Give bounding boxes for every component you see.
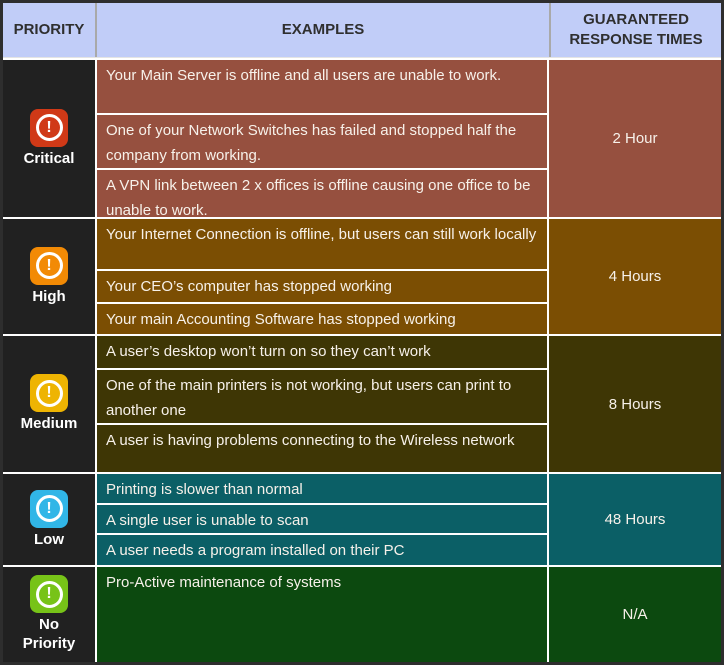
priority-label: Low [34, 530, 64, 548]
priority-cell-medium [3, 336, 95, 472]
table-header-row [3, 3, 721, 58]
example-item: One of your Network Switches has failed and stopped half the company from working. [97, 113, 547, 168]
example-item: A user needs a program installed on their PC [97, 533, 547, 565]
priority-cell-low [3, 474, 95, 565]
example-item: Printing is slower than normal [106, 481, 303, 498]
header-response-times: GUARANTEED RESPONSE TIMES [549, 3, 721, 57]
exclamation-ring: ! [36, 114, 63, 141]
examples-cell [95, 474, 549, 565]
examples-cell [95, 567, 549, 662]
response-time-cell: 2 Hour [549, 60, 721, 217]
response-time-cell: 8 Hours [549, 336, 721, 472]
example-item: A VPN link between 2 x offices is offline causing one office to be unable to work. [97, 168, 547, 217]
medium-alert-icon [30, 374, 68, 412]
example-item: Your Internet Connection is offline, but users can still work locally [106, 226, 537, 243]
no-priority-alert-icon [30, 575, 68, 613]
priority-label: Critical [23, 149, 75, 167]
example-item: Your Main Server is offline and all users are unable to work. [106, 67, 502, 84]
priority-cell-high [3, 219, 95, 334]
exclamation-ring: ! [36, 380, 63, 407]
table-row-low [3, 472, 721, 565]
exclamation-ring: ! [36, 495, 63, 522]
low-alert-icon [30, 490, 68, 528]
header-priority: PRIORITY [13, 20, 85, 38]
table-row-no-priority [3, 565, 721, 662]
example-item: Pro-Active maintenance of systems [106, 574, 342, 591]
critical-alert-icon [30, 109, 68, 147]
response-time-cell: N/A [549, 567, 721, 662]
exclamation-ring: ! [36, 252, 63, 279]
priority-label: No Priority [22, 616, 76, 652]
priority-label: Medium [20, 415, 78, 433]
table-row-critical [3, 58, 721, 217]
examples-cell [95, 60, 549, 217]
response-time-cell: 4 Hours [549, 219, 721, 334]
example-item: A user’s desktop won’t turn on so they can’t work [106, 343, 431, 360]
examples-cell [95, 219, 549, 334]
high-alert-icon [30, 247, 68, 285]
example-item: Your main Accounting Software has stopped working [97, 302, 547, 334]
priority-cell-critical [3, 60, 95, 217]
example-item: One of the main printers is not working, but users can print to another one [97, 368, 547, 423]
response-time-cell: 48 Hours [549, 474, 721, 565]
exclamation-ring: ! [36, 581, 63, 608]
table-row-medium [3, 334, 721, 472]
examples-cell [95, 336, 549, 472]
header-examples: EXAMPLES [95, 3, 549, 57]
example-item: A single user is unable to scan [97, 503, 547, 533]
priority-label: High [32, 287, 66, 305]
example-item: A user is having problems connecting to the Wireless network [97, 423, 547, 472]
priority-cell-no-priority [3, 567, 95, 662]
example-item: Your CEO’s computer has stopped working [97, 269, 547, 302]
table-row-high [3, 217, 721, 334]
